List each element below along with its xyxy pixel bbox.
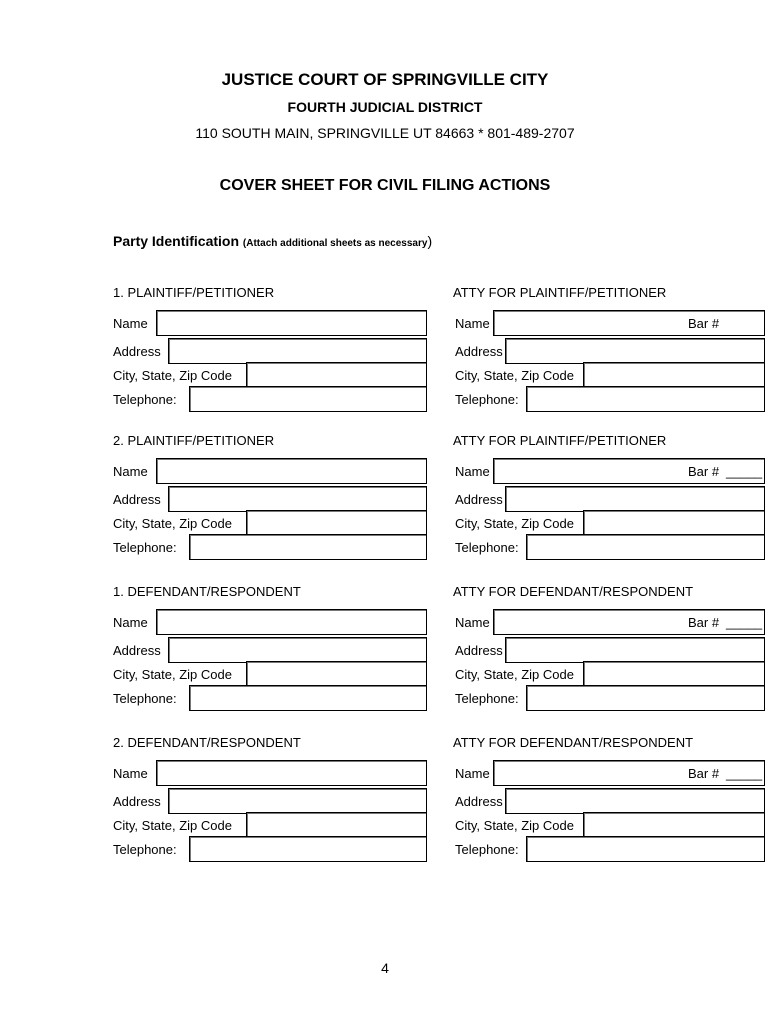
party-city-state-zip-field[interactable] <box>246 661 427 687</box>
attorney-telephone-label: Telephone: <box>455 392 519 407</box>
attorney-address-field[interactable] <box>505 486 765 512</box>
attorney-city-state-zip-label: City, State, Zip Code <box>455 818 574 833</box>
party-city-state-zip-field[interactable] <box>246 362 427 388</box>
party-name-label: Name <box>113 464 148 479</box>
party-identification-close-paren: ) <box>427 233 433 249</box>
attorney-name-label: Name <box>455 464 490 479</box>
attorney-address-field[interactable] <box>505 637 765 663</box>
attorney-bar-number-label: Bar # <box>688 766 720 781</box>
party-address-field[interactable] <box>168 486 427 512</box>
court-name: JUSTICE COURT OF SPRINGVILLE CITY <box>221 70 549 89</box>
party-identification-note: (Attach additional sheets as necessary <box>242 238 428 249</box>
attorney-telephone-field[interactable] <box>526 534 765 560</box>
attorney-name-label: Name <box>455 316 490 331</box>
party-address-field[interactable] <box>168 637 427 663</box>
attorney-name-label: Name <box>455 615 490 630</box>
party-telephone-field[interactable] <box>189 836 427 862</box>
attorney-telephone-label: Telephone: <box>455 540 519 555</box>
attorney-name-label: Name <box>455 766 490 781</box>
attorney-section-heading-3: ATTY FOR DEFENDANT/RESPONDENT <box>453 584 694 599</box>
party-telephone-label: Telephone: <box>113 392 177 407</box>
party-city-state-zip-label: City, State, Zip Code <box>113 516 232 531</box>
party-telephone-field[interactable] <box>189 685 427 711</box>
attorney-bar-number-label: Bar # <box>688 464 720 479</box>
attorney-section-heading-1: ATTY FOR PLAINTIFF/PETITIONER <box>453 285 667 300</box>
attorney-bar-number-blank: _____ <box>726 615 763 630</box>
party-name-field[interactable] <box>156 760 427 786</box>
attorney-city-state-zip-field[interactable] <box>583 362 765 388</box>
attorney-address-field[interactable] <box>505 338 765 364</box>
attorney-telephone-field[interactable] <box>526 685 765 711</box>
attorney-telephone-field[interactable] <box>526 836 765 862</box>
attorney-bar-number-label: Bar # <box>688 316 720 331</box>
attorney-city-state-zip-field[interactable] <box>583 510 765 536</box>
attorney-address-label: Address <box>455 794 503 809</box>
party-address-label: Address <box>113 643 161 658</box>
party-section-heading-3: 1. DEFENDANT/RESPONDENT <box>113 584 301 599</box>
attorney-telephone-label: Telephone: <box>455 691 519 706</box>
party-address-label: Address <box>113 344 161 359</box>
party-telephone-field[interactable] <box>189 534 427 560</box>
attorney-city-state-zip-field[interactable] <box>583 812 765 838</box>
attorney-city-state-zip-label: City, State, Zip Code <box>455 667 574 682</box>
party-address-label: Address <box>113 794 161 809</box>
party-telephone-label: Telephone: <box>113 691 177 706</box>
party-name-field[interactable] <box>156 458 427 484</box>
party-telephone-field[interactable] <box>189 386 427 412</box>
party-address-field[interactable] <box>168 788 427 814</box>
court-address: 110 SOUTH MAIN, SPRINGVILLE UT 84663 * 801-489-2707 <box>195 125 575 141</box>
attorney-name-field[interactable] <box>493 310 765 336</box>
attorney-city-state-zip-label: City, State, Zip Code <box>455 516 574 531</box>
party-city-state-zip-label: City, State, Zip Code <box>113 818 232 833</box>
attorney-telephone-label: Telephone: <box>455 842 519 857</box>
attorney-section-heading-4: ATTY FOR DEFENDANT/RESPONDENT <box>453 735 694 750</box>
party-city-state-zip-label: City, State, Zip Code <box>113 667 232 682</box>
party-telephone-label: Telephone: <box>113 842 177 857</box>
attorney-address-label: Address <box>455 643 503 658</box>
attorney-address-field[interactable] <box>505 788 765 814</box>
page-number: 4 <box>381 960 389 976</box>
party-name-label: Name <box>113 316 148 331</box>
party-address-field[interactable] <box>168 338 427 364</box>
attorney-bar-number-label: Bar # <box>688 615 720 630</box>
party-section-heading-4: 2. DEFENDANT/RESPONDENT <box>113 735 301 750</box>
party-telephone-label: Telephone: <box>113 540 177 555</box>
party-identification-label: Party Identification <box>113 233 240 249</box>
attorney-name-field[interactable] <box>493 760 765 786</box>
party-name-label: Name <box>113 766 148 781</box>
party-name-field[interactable] <box>156 609 427 635</box>
attorney-city-state-zip-field[interactable] <box>583 661 765 687</box>
party-section-heading-2: 2. PLAINTIFF/PETITIONER <box>113 433 275 448</box>
attorney-telephone-field[interactable] <box>526 386 765 412</box>
attorney-city-state-zip-label: City, State, Zip Code <box>455 368 574 383</box>
party-address-label: Address <box>113 492 161 507</box>
party-section-heading-1: 1. PLAINTIFF/PETITIONER <box>113 285 275 300</box>
attorney-bar-number-blank: _____ <box>726 464 763 479</box>
judicial-district: FOURTH JUDICIAL DISTRICT <box>287 99 483 115</box>
attorney-section-heading-2: ATTY FOR PLAINTIFF/PETITIONER <box>453 433 667 448</box>
attorney-address-label: Address <box>455 344 503 359</box>
attorney-address-label: Address <box>455 492 503 507</box>
document-title: COVER SHEET FOR CIVIL FILING ACTIONS <box>219 177 551 194</box>
party-identification-heading <box>113 233 432 249</box>
attorney-bar-number-blank: _____ <box>726 766 763 781</box>
party-city-state-zip-field[interactable] <box>246 812 427 838</box>
party-name-label: Name <box>113 615 148 630</box>
attorney-name-field[interactable] <box>493 609 765 635</box>
party-city-state-zip-label: City, State, Zip Code <box>113 368 232 383</box>
party-name-field[interactable] <box>156 310 427 336</box>
party-city-state-zip-field[interactable] <box>246 510 427 536</box>
attorney-name-field[interactable] <box>493 458 765 484</box>
